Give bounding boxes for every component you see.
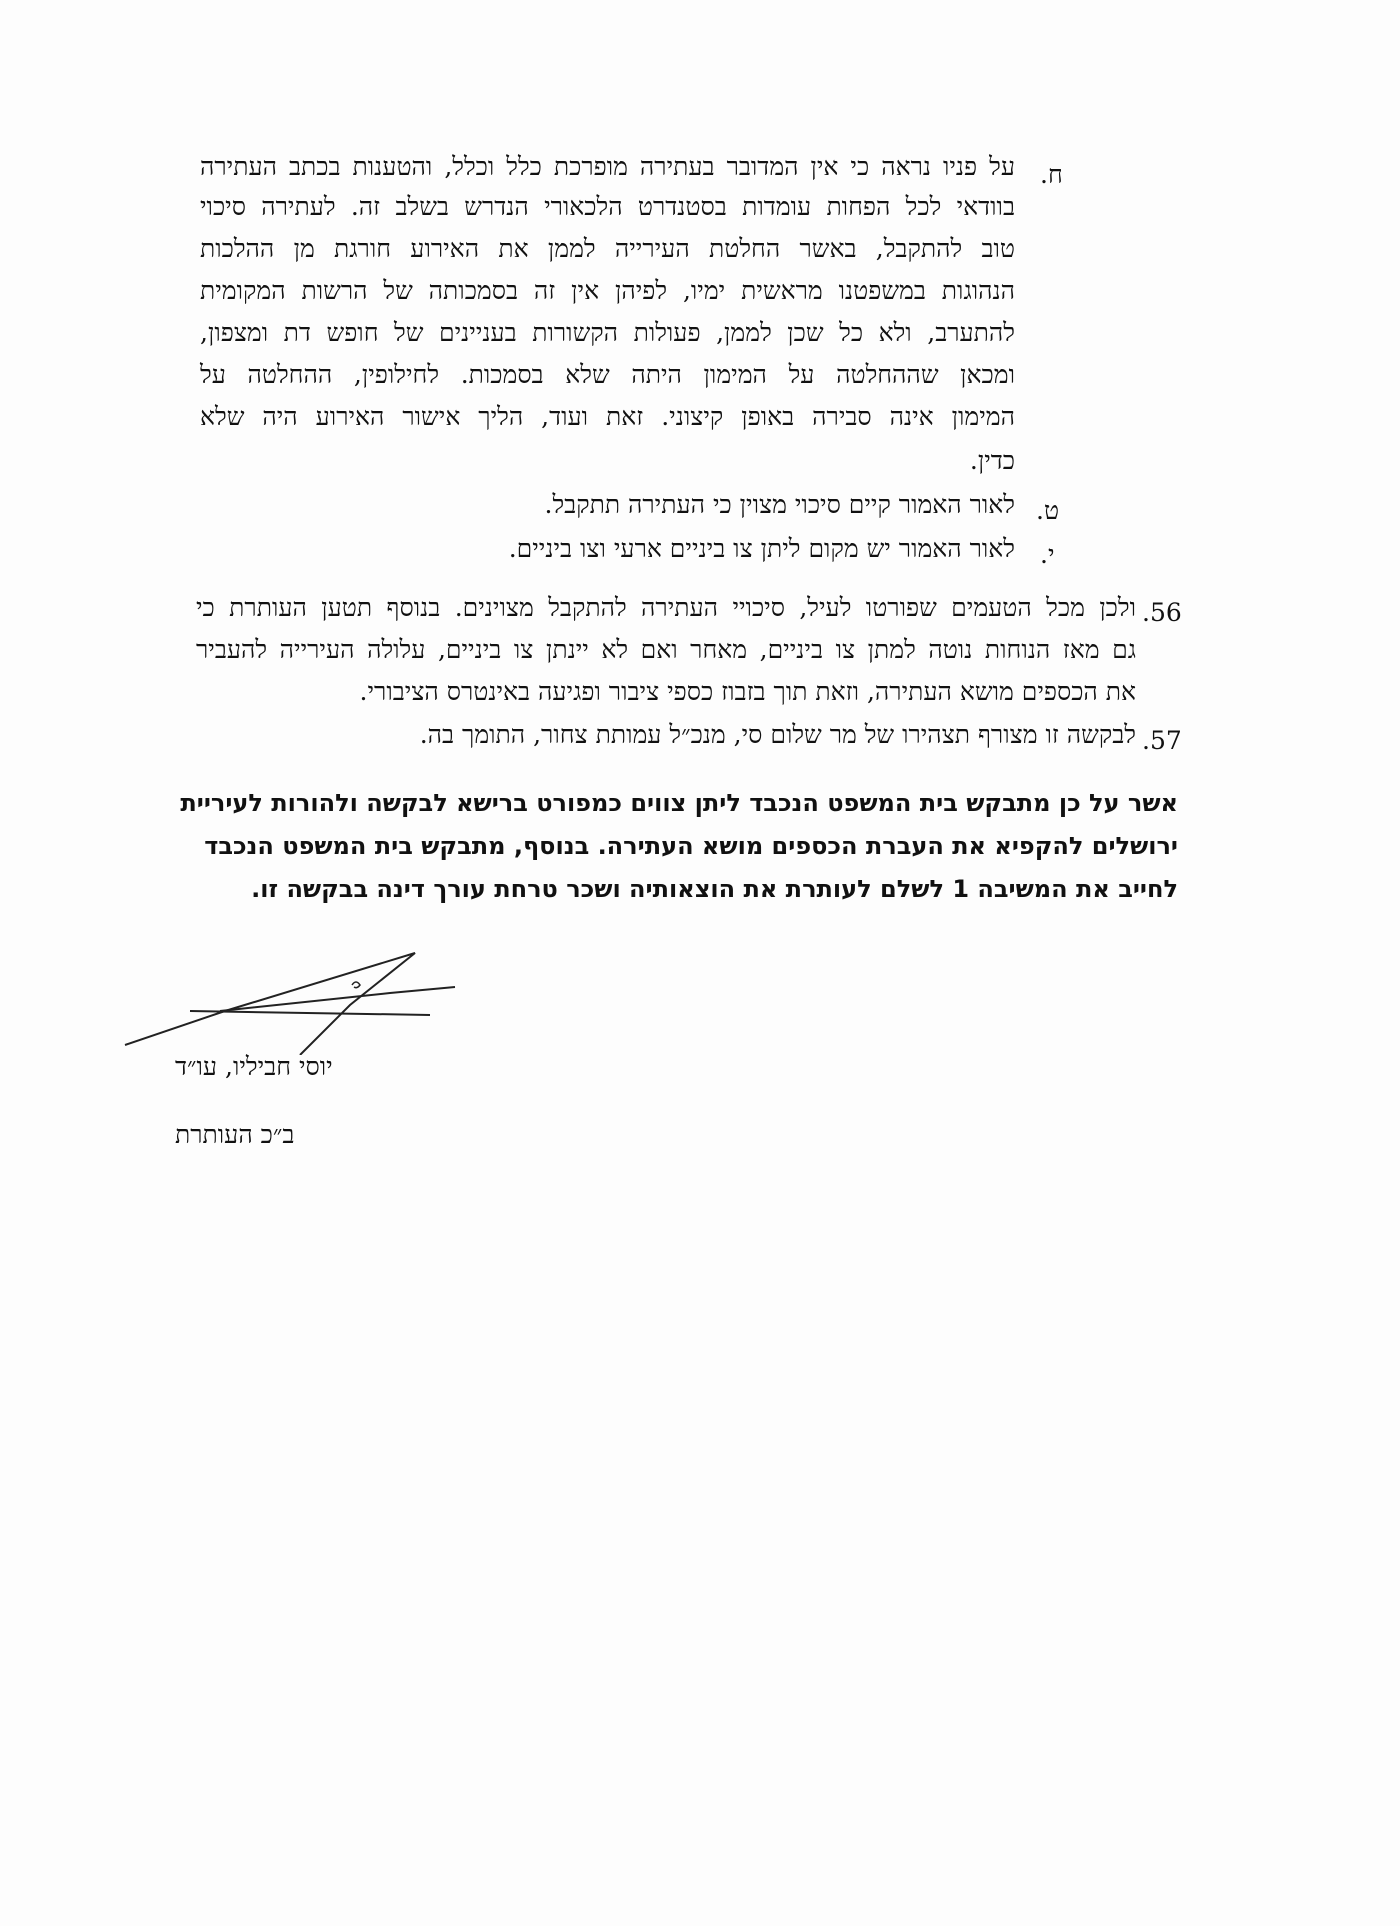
item-het-line-8: כדין. [969,446,1015,475]
item-yod-line-1: לאור האמור יש מקום ליתן צו ביניים ארעי וצו ביניים. [508,534,1015,563]
paragraph-56-line-1: ולכן מכל הטעמים שפורטו לעיל, סיכויי העתירה להתקבל מצוינים. בנוסף תטען העותרת כי [196,593,1136,622]
item-het-line-6: ומכאן שההחלטה על המימון היתה שלא בסמכות. לחילופין, ההחלטה על [200,360,1015,389]
item-tet-line-1: לאור האמור קיים סיכוי מצוין כי העתירה תתקבל. [544,490,1015,519]
paragraph-number-56: 56. [1142,598,1182,627]
item-het-line-1: על פניו נראה כי אין המדובר בעתירה מופרכת כלל וכלל, והטענות בכתב העתירה [200,152,1015,181]
item-label-tet: ט. [1036,496,1060,525]
paragraph-number-57: 57. [1142,726,1182,755]
conclusion-line-3: לחייב את המשיבה 1 לשלם לעותרת את הוצאותיה ושכר טרחת עורך דינה בבקשה זו. [251,875,1178,903]
paragraph-56-line-2: גם מאז הנוחות נוטה למתן צו ביניים, מאחר ואם לא יינתן צו ביניים, עלולה העירייה להעביר [196,635,1136,664]
handwritten-signature [120,945,480,1055]
conclusion-line-2: ירושלים להקפיא את העברת הכספים מושא העתירה. בנוסף, מתבקש בית המשפט הנכבד [204,832,1178,860]
paragraph-56-line-3: את הכספים מושא העתירה, וזאת תוך בזבוז כספי ציבור ופגיעה באינטרס הציבורי. [359,677,1136,706]
signatory-role: ב״כ העותרת [175,1120,295,1149]
item-het-line-3: טוב להתקבל, באשר החלטת העירייה לממן את האירוע חורגת מן ההלכות [200,234,1015,263]
signatory-name: יוסי חביליו, עו״ד [175,1052,333,1081]
item-het-line-2: בוודאי לכל הפחות עומדות בסטנדרט הלכאורי הנדרש בשלב זה. לעתירה סיכוי [200,192,1015,221]
item-label-yod: י. [1040,540,1055,569]
item-label-het: ח. [1040,160,1063,189]
item-het-line-7: המימון אינה סבירה באופן קיצוני. זאת ועוד, הליך אישור האירוע היה שלא [200,402,1015,431]
paragraph-57-line-1: לבקשה זו מצורף תצהירו של מר שלום סי, מנכ״ל עמותת צחור, התומך בה. [419,720,1136,749]
item-het-line-4: הנהוגות במשפטנו מראשית ימיו, לפיהן אין זה בסמכותה של הרשות המקומית [200,276,1015,305]
conclusion-line-1: אשר על כן מתבקש בית המשפט הנכבד ליתן צווים כמפורט ברישא לבקשה ולהורות לעיריית [180,789,1178,817]
item-het-line-5: להתערב, ולא כל שכן לממן, פעולות הקשורות בעניינים של חופש דת ומצפון, [200,318,1015,347]
